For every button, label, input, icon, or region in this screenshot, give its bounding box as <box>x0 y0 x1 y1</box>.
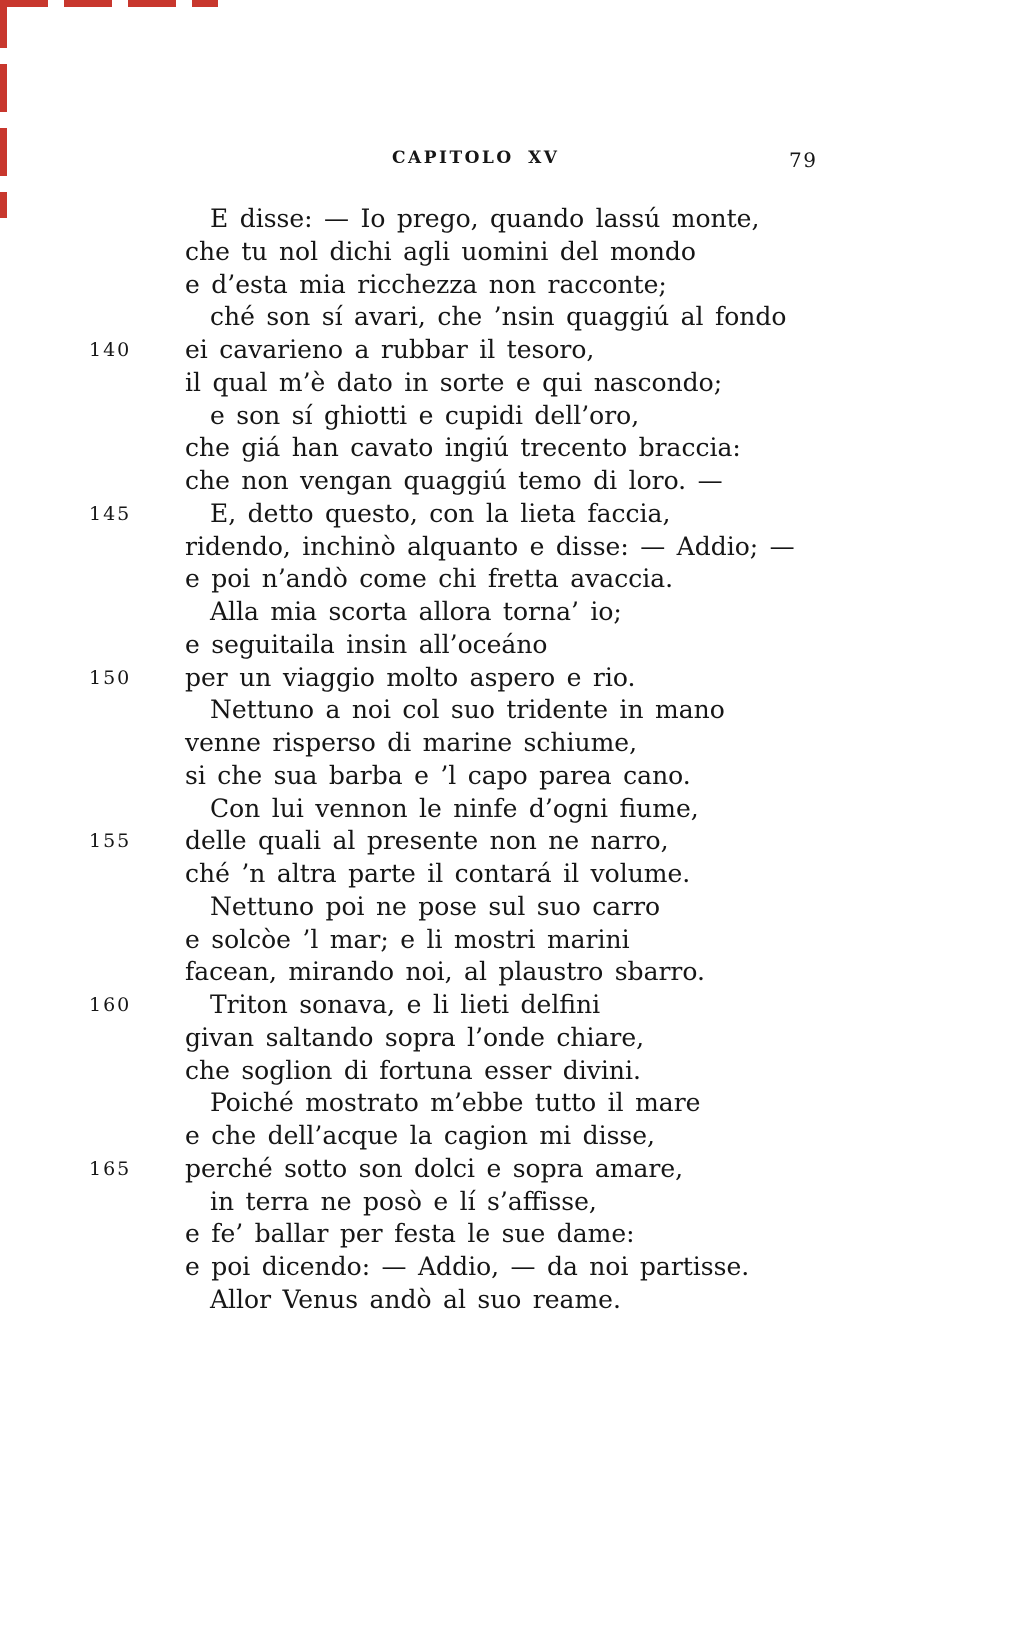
verse-line <box>89 1153 795 1186</box>
verse-text: perché sotto son dolci e sopra amare, <box>185 1153 684 1183</box>
verse-line <box>185 301 795 334</box>
verse-line <box>185 269 795 302</box>
verse-text: e son sí ghiotti e cupidi dell’oro, <box>210 400 640 430</box>
verse-line <box>185 727 795 760</box>
line-number: 160 <box>89 994 132 1016</box>
verse-text: ridendo, inchinò alquanto e disse: — Addio; — <box>185 531 795 561</box>
verse-line <box>185 531 795 564</box>
line-number: 140 <box>89 339 132 361</box>
verse-line <box>185 367 795 400</box>
verse-text: che non vengan quaggiú temo di loro. — <box>185 466 723 495</box>
verse-text: venne risperso di marine schiume, <box>185 728 638 757</box>
verse-text: ché ’n altra parte il contará il volume. <box>185 859 691 888</box>
verse-line <box>185 1284 795 1317</box>
verse-line <box>185 891 795 924</box>
verse-text: e solcòe ’l mar; e li mostri marini <box>185 924 630 954</box>
verse-line <box>185 858 795 891</box>
verse-text: givan saltando sopra l’onde chiare, <box>185 1022 645 1052</box>
verse-line <box>89 989 795 1022</box>
verse-text: il qual m’è dato in sorte e qui nascondo; <box>185 367 723 397</box>
verse-line <box>185 1251 795 1284</box>
verse-line <box>89 498 795 531</box>
verse-line <box>185 1218 795 1251</box>
verse-text: che tu nol dichi agli uomini del mondo <box>185 236 696 266</box>
verse-text: Triton sonava, e li lieti delfini <box>210 990 601 1019</box>
verse-text: e d’esta mia ricchezza non racconte; <box>185 269 667 299</box>
verse-line <box>185 1120 795 1153</box>
verse-text: E, detto questo, con la lieta faccia, <box>210 498 671 528</box>
verse-text: e poi dicendo: — Addio, — da noi partisse. <box>185 1252 750 1281</box>
line-number: 165 <box>89 1157 132 1180</box>
verse-text: e seguitaila insin all’oceáno <box>185 629 548 659</box>
verse-line <box>185 465 795 498</box>
verse-line <box>185 203 795 236</box>
verse-line <box>185 1186 795 1219</box>
line-number: 150 <box>89 666 132 689</box>
verse-line <box>185 793 795 826</box>
verse-text: e che dell’acque la cagion mi disse, <box>185 1121 655 1150</box>
verse-text: ei cavarieno a rubbar il tesoro, <box>185 335 595 364</box>
verse-line <box>89 334 795 367</box>
verse-text: Nettuno poi ne pose sul suo carro <box>210 891 661 921</box>
verse-text: E disse: — Io prego, quando lassú monte, <box>210 204 760 233</box>
verse-line <box>185 563 795 596</box>
verse-text: Allor Venus andò al suo reame. <box>210 1284 621 1314</box>
verse-line <box>185 694 795 727</box>
verse-text: in terra ne posò e lí s’affisse, <box>210 1186 597 1216</box>
verse-line <box>185 629 795 662</box>
verse-line <box>185 1022 795 1055</box>
page-number: 79 <box>789 148 818 172</box>
verse-line <box>185 596 795 629</box>
poem <box>89 203 795 1317</box>
verse-text: Poiché mostrato m’ebbe tutto il mare <box>210 1088 701 1118</box>
verse-text: facean, mirando noi, al plaustro sbarro. <box>185 957 705 987</box>
line-number: 155 <box>89 830 132 853</box>
running-header <box>0 0 1031 190</box>
verse-text: Nettuno a noi col suo tridente in mano <box>210 695 725 725</box>
verse-text: e fe’ ballar per festa le sue dame: <box>185 1219 635 1249</box>
verse-text: che soglion di fortuna esser divini. <box>185 1055 641 1085</box>
verse-text: Con lui vennon le ninfe d’ogni fiume, <box>210 793 699 823</box>
verse-line <box>89 662 795 695</box>
line-number: 145 <box>89 502 132 525</box>
verse-line <box>185 432 795 465</box>
verse-line <box>185 760 795 793</box>
verse-text: delle quali al presente non ne narro, <box>185 826 669 856</box>
verse-line <box>185 236 795 269</box>
verse-text: Alla mia scorta allora torna’ io; <box>210 597 622 626</box>
verse-text: e poi n’andò come chi fretta avaccia. <box>185 564 674 594</box>
verse-line <box>185 924 795 957</box>
verse-text: per un viaggio molto aspero e rio. <box>185 662 636 692</box>
verse-text: si che sua barba e ’l capo parea cano. <box>185 760 691 790</box>
verse-text: che giá han cavato ingiú trecento braccia: <box>185 433 741 463</box>
verse-line <box>185 400 795 433</box>
verse-line <box>185 956 795 989</box>
verse-line <box>185 1055 795 1088</box>
verse-line <box>185 1087 795 1120</box>
verse-text: ché son sí avari, che ’nsin quaggiú al fondo <box>210 302 787 332</box>
verse-line <box>89 825 795 858</box>
chapter-title: CAPITOLO XV <box>392 148 560 168</box>
